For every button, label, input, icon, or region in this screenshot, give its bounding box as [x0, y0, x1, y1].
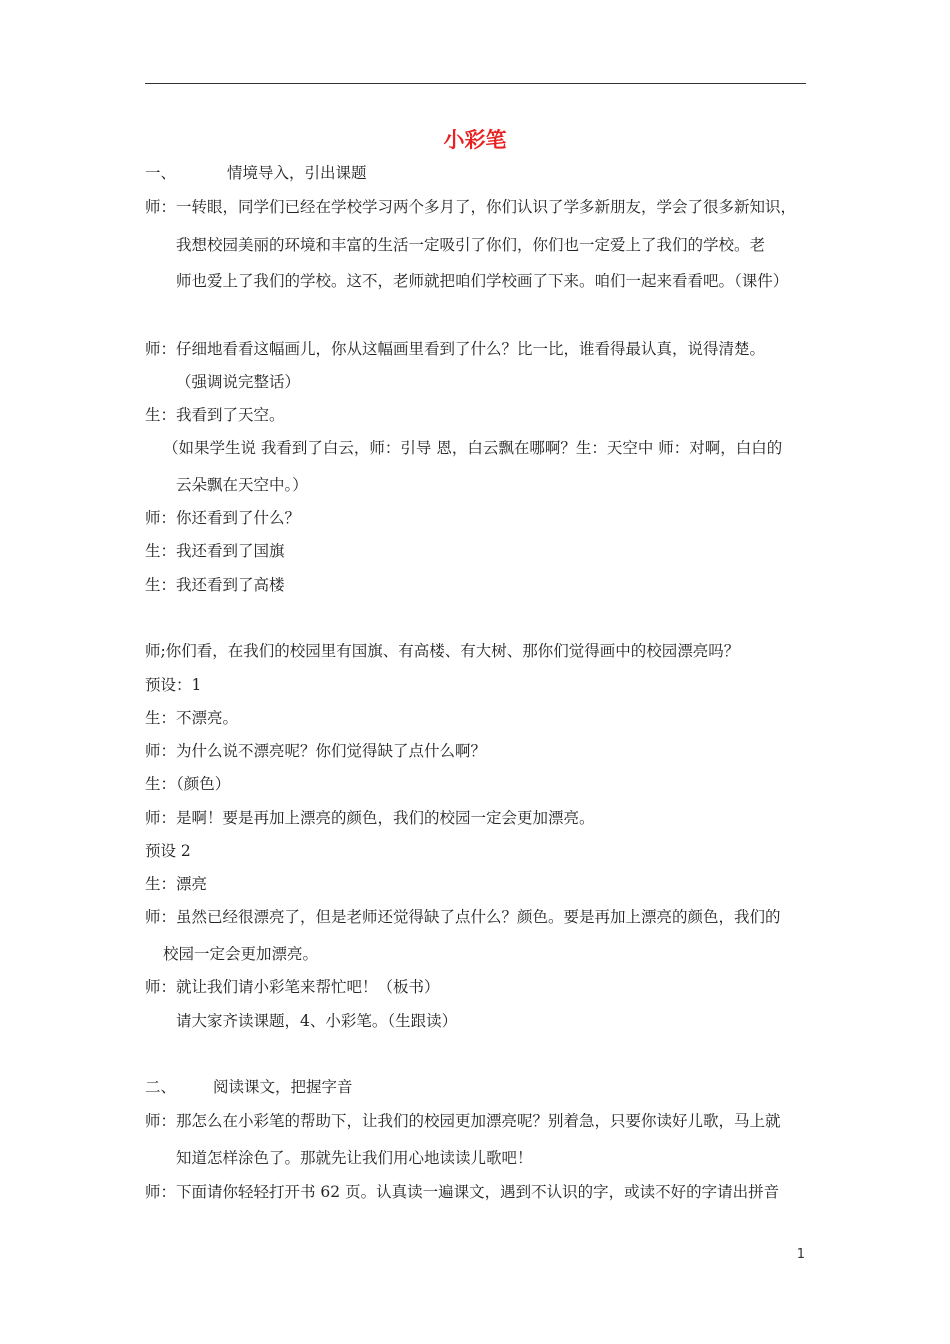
page-title: 小彩笔: [443, 128, 507, 152]
paragraph-line: 师：你还看到了什么？: [145, 509, 301, 527]
paragraph-line: 我想校园美丽的环境和丰富的生活一定吸引了你们，你们也一定爱上了我们的学校。老: [176, 236, 766, 254]
paragraph-line: 生：不漂亮。: [145, 709, 239, 727]
paragraph-line: 师也爱上了我们的学校。这不，老师就把咱们学校画了下来。咱们一起来看看吧。（课件）: [176, 272, 789, 290]
paragraph-line: 师：下面请你轻轻打开书 62 页。认真读一遍课文，遇到不认识的字，或读不好的字请出拼音: [145, 1183, 780, 1201]
paragraph-line: 生：我还看到了高楼: [145, 576, 285, 594]
paragraph-line: 师：就让我们请小彩笔来帮忙吧！（板书）: [145, 978, 440, 996]
paragraph-line: 云朵飘在天空中。）: [176, 476, 308, 494]
paragraph-line: 生：我还看到了国旗: [145, 542, 285, 560]
paragraph-line: 请大家齐读课题，4、小彩笔。（生跟读）: [176, 1012, 458, 1030]
paragraph-line: 师：一转眼，同学们已经在学校学习两个多月了，你们认识了学多新朋友，学会了很多新知识，: [145, 198, 797, 216]
paragraph-line: 师;你们看，在我们的校园里有国旗、有高楼、有大树、那你们觉得画中的校园漂亮吗？: [145, 642, 740, 660]
page-number: 1: [796, 1247, 805, 1262]
paragraph-line: （强调说完整话）: [176, 373, 301, 391]
paragraph-line: 知道怎样涂色了。那就先让我们用心地读读儿歌吧！: [176, 1149, 533, 1167]
section-heading-text: 阅读课文，把握字音: [213, 1078, 353, 1096]
section-heading-text: 情境导入，引出课题: [227, 164, 367, 182]
paragraph-line: 师：是啊！要是再加上漂亮的颜色，我们的校园一定会更加漂亮。: [145, 809, 595, 827]
header-rule: [145, 83, 806, 84]
paragraph-line: 师：虽然已经很漂亮了，但是老师还觉得缺了点什么？颜色。要是再加上漂亮的颜色，我们的: [145, 908, 781, 926]
paragraph-line: 生：我看到了天空。: [145, 406, 285, 424]
paragraph-line: 校园一定会更加漂亮。: [163, 945, 319, 963]
paragraph-line: 生：漂亮: [145, 875, 208, 893]
section-heading-2: [145, 1077, 353, 1097]
paragraph-line: 预设：1: [145, 676, 202, 694]
paragraph-line: 生：（颜色）: [145, 775, 231, 793]
paragraph-line: （如果学生说 我看到了白云，师：引导 恩，白云飘在哪啊？生：天空中 师：对啊，白白的: [163, 439, 783, 457]
paragraph-line: 师：为什么说不漂亮呢？你们觉得缺了点什么啊？: [145, 742, 487, 760]
section-number: 一、: [145, 164, 177, 182]
paragraph-line: 师：那怎么在小彩笔的帮助下，让我们的校园更加漂亮呢？别着急，只要你读好儿歌，马上就: [145, 1112, 781, 1130]
section-heading-1: [145, 163, 367, 183]
section-number: 二、: [145, 1078, 177, 1096]
paragraph-line: 师：仔细地看看这幅画儿，你从这幅画里看到了什么？比一比，谁看得最认真，说得清楚。: [145, 340, 766, 358]
paragraph-line: 预设 2: [145, 842, 191, 860]
